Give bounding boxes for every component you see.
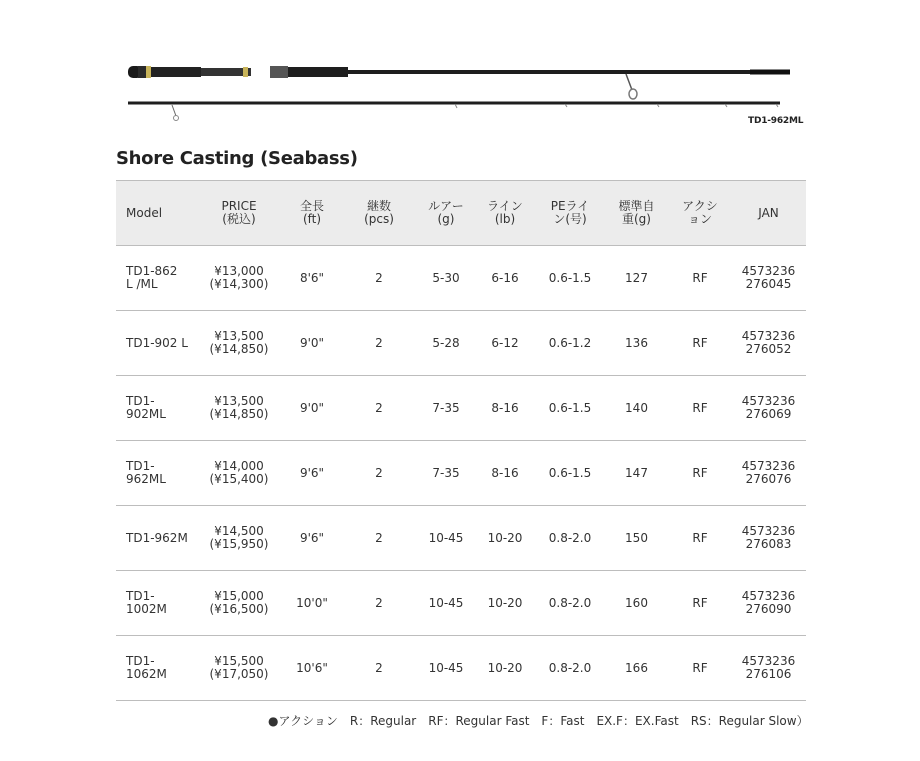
cell-pe-line: 0.6-1.5 — [536, 376, 604, 441]
cell-model: TD1- 962ML — [116, 441, 194, 506]
table-row — [116, 571, 806, 636]
cell-pieces: 2 — [340, 506, 418, 571]
cell-action: RF — [669, 311, 731, 376]
table-row — [116, 441, 806, 506]
cell-jan: 4573236 276069 — [731, 376, 806, 441]
cell-length: 8'6" — [284, 246, 340, 311]
cell-price: ¥15,500 (¥17,050) — [194, 636, 284, 701]
cell-lure: 10-45 — [418, 571, 474, 636]
cell-jan: 4573236 276076 — [731, 441, 806, 506]
cell-pieces: 2 — [340, 636, 418, 701]
header-pe-line: PEライ ン(号) — [536, 181, 604, 246]
rod-rear-grip — [151, 67, 201, 77]
cell-line: 8-16 — [474, 376, 536, 441]
cell-lure: 7-35 — [418, 441, 474, 506]
cell-line: 10-20 — [474, 571, 536, 636]
cell-line: 6-16 — [474, 246, 536, 311]
cell-price: ¥13,500 (¥14,850) — [194, 376, 284, 441]
header-price: PRICE (税込) — [194, 181, 284, 246]
cell-pe-line: 0.8-2.0 — [536, 506, 604, 571]
cell-action: RF — [669, 376, 731, 441]
cell-weight: 136 — [604, 311, 669, 376]
table-row — [116, 246, 806, 311]
cell-weight: 127 — [604, 246, 669, 311]
spec-table — [116, 180, 806, 701]
cell-weight: 166 — [604, 636, 669, 701]
cell-model: TD1-862 L /ML — [116, 246, 194, 311]
cell-lure: 5-30 — [418, 246, 474, 311]
table-row — [116, 376, 806, 441]
rod-guide-large — [629, 89, 637, 99]
cell-model: TD1-962M — [116, 506, 194, 571]
cell-length: 9'6" — [284, 441, 340, 506]
cell-pe-line: 0.6-1.5 — [536, 441, 604, 506]
cell-lure: 10-45 — [418, 506, 474, 571]
cell-pieces: 2 — [340, 246, 418, 311]
cell-length: 10'6" — [284, 636, 340, 701]
cell-model: TD1- 1002M — [116, 571, 194, 636]
rod-model-label: TD1-962ML — [748, 116, 804, 126]
cell-line: 6-12 — [474, 311, 536, 376]
cell-jan: 4573236 276083 — [731, 506, 806, 571]
cell-length: 9'0" — [284, 311, 340, 376]
cell-pe-line: 0.8-2.0 — [536, 636, 604, 701]
cell-price: ¥15,000 (¥16,500) — [194, 571, 284, 636]
cell-pe-line: 0.6-1.5 — [536, 246, 604, 311]
cell-price: ¥14,500 (¥15,950) — [194, 506, 284, 571]
cell-lure: 10-45 — [418, 636, 474, 701]
cell-lure: 5-28 — [418, 311, 474, 376]
cell-length: 9'0" — [284, 376, 340, 441]
cell-action: RF — [669, 636, 731, 701]
cell-jan: 4573236 276045 — [731, 246, 806, 311]
header-length: 全長 (ft) — [284, 181, 340, 246]
header-action: アクシ ョン — [669, 181, 731, 246]
cell-pieces: 2 — [340, 376, 418, 441]
cell-action: RF — [669, 246, 731, 311]
cell-pieces: 2 — [340, 441, 418, 506]
cell-pieces: 2 — [340, 571, 418, 636]
cell-line: 10-20 — [474, 636, 536, 701]
cell-line: 10-20 — [474, 506, 536, 571]
cell-line: 8-16 — [474, 441, 536, 506]
cell-price: ¥14,000 (¥15,400) — [194, 441, 284, 506]
cell-lure: 7-35 — [418, 376, 474, 441]
header-weight: 標準自 重(g) — [604, 181, 669, 246]
cell-model: TD1- 1062M — [116, 636, 194, 701]
section-title: Shore Casting (Seabass) — [116, 148, 358, 169]
cell-weight: 147 — [604, 441, 669, 506]
cell-jan: 4573236 276052 — [731, 311, 806, 376]
table-row — [116, 636, 806, 701]
header-model: Model — [116, 181, 194, 246]
cell-length: 9'6" — [284, 506, 340, 571]
cell-model: TD1-902 L — [116, 311, 194, 376]
cell-action: RF — [669, 441, 731, 506]
table-row — [116, 506, 806, 571]
cell-jan: 4573236 276106 — [731, 636, 806, 701]
rod-gold-ring — [146, 66, 151, 78]
cell-jan: 4573236 276090 — [731, 571, 806, 636]
cell-action: RF — [669, 506, 731, 571]
cell-weight: 150 — [604, 506, 669, 571]
cell-pe-line: 0.8-2.0 — [536, 571, 604, 636]
cell-price: ¥13,500 (¥14,850) — [194, 311, 284, 376]
action-legend: ●アクション R：Regular RF：Regular Fast F：Fast EX.F：EX.Fast RS：Regular Slow） — [268, 714, 809, 728]
rod-fore-grip — [288, 67, 348, 77]
table-row — [116, 311, 806, 376]
table-body — [116, 246, 806, 701]
rod-image — [0, 0, 920, 140]
header-line: ライン (lb) — [474, 181, 536, 246]
cell-action: RF — [669, 571, 731, 636]
cell-pieces: 2 — [340, 311, 418, 376]
cell-model: TD1- 902ML — [116, 376, 194, 441]
cell-length: 10'0" — [284, 571, 340, 636]
header-lure: ルアー (g) — [418, 181, 474, 246]
cell-weight: 140 — [604, 376, 669, 441]
rod-grip — [138, 66, 146, 78]
table-header-row — [116, 181, 806, 246]
header-jan: JAN — [731, 181, 806, 246]
cell-pe-line: 0.6-1.2 — [536, 311, 604, 376]
header-pieces: 継数 (pcs) — [340, 181, 418, 246]
cell-weight: 160 — [604, 571, 669, 636]
cell-price: ¥13,000 (¥14,300) — [194, 246, 284, 311]
